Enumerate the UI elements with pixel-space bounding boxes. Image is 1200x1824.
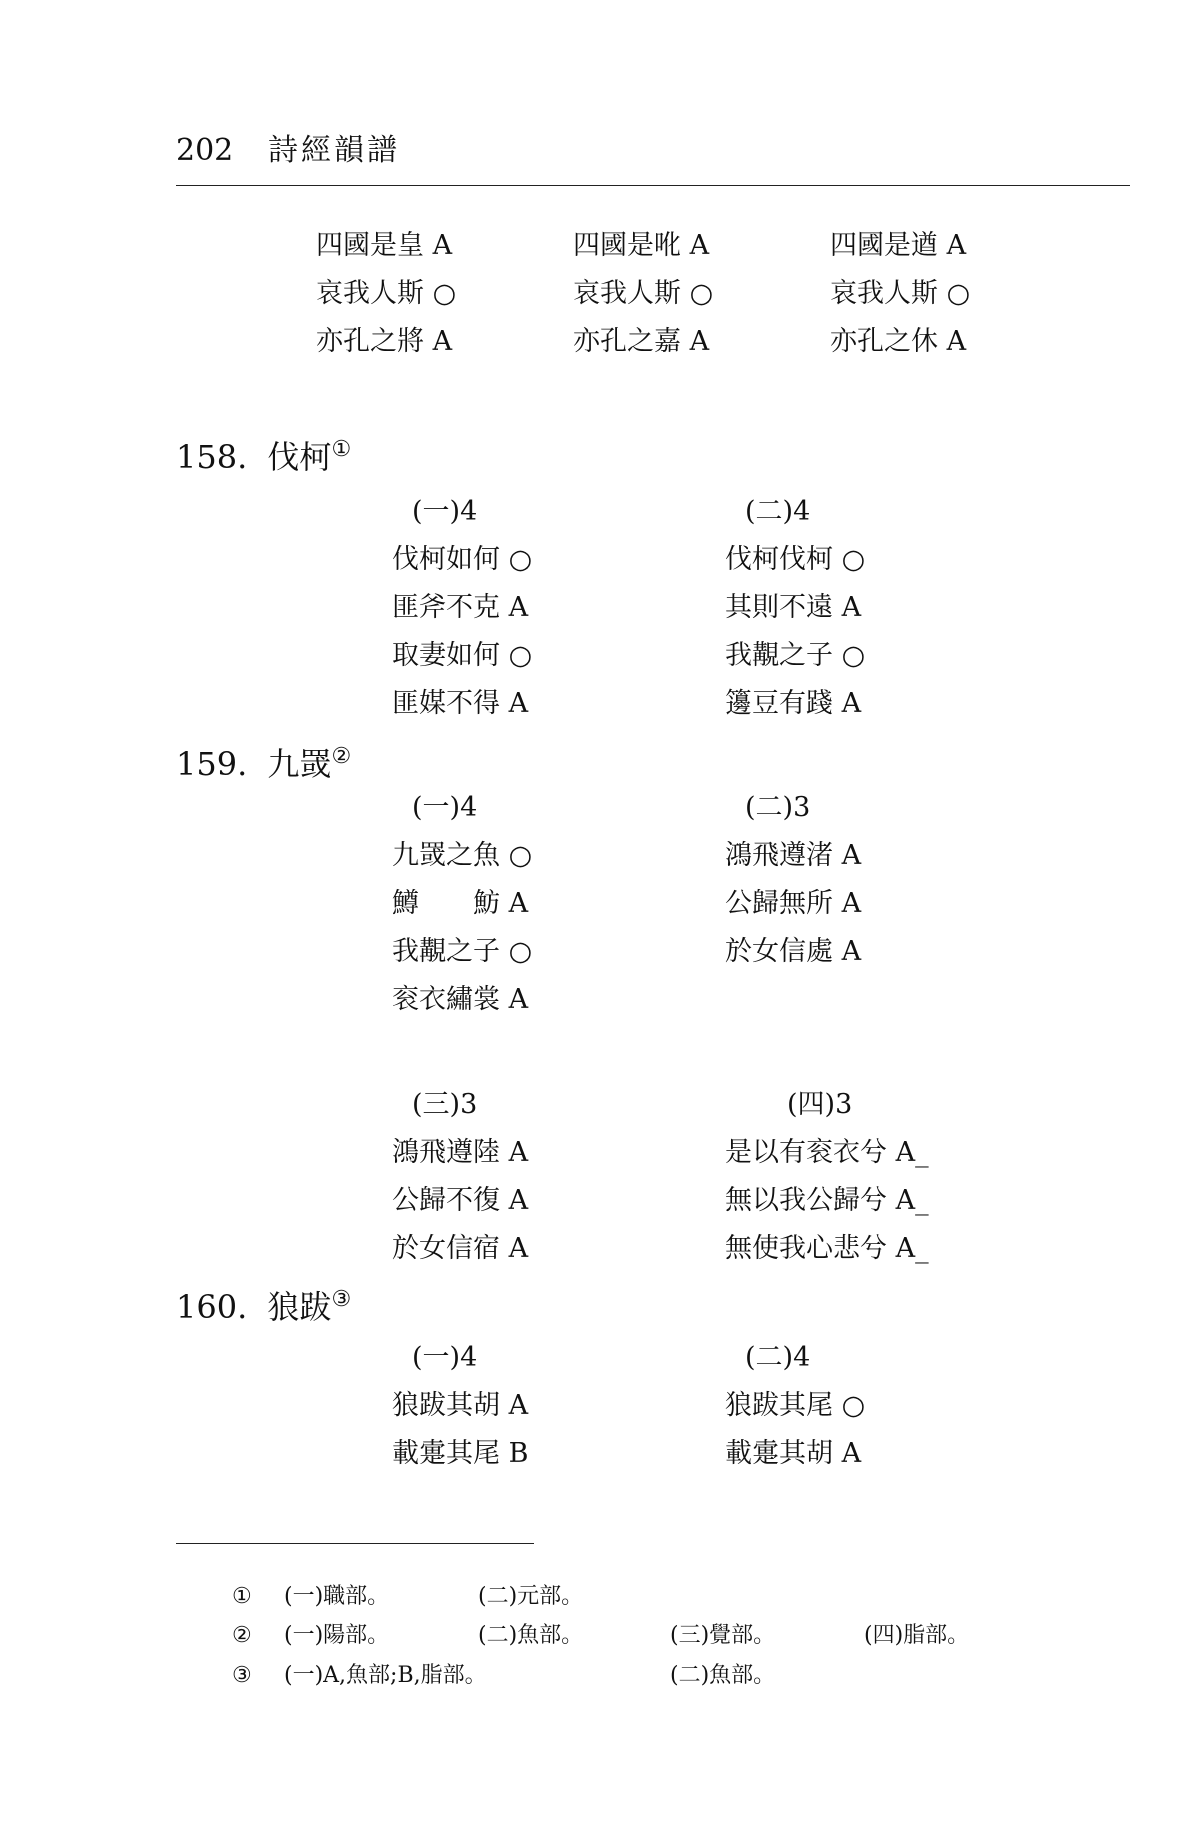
verse-line: 匪媒不得 A [392, 688, 529, 719]
stanza-head: (三)3 [412, 1089, 478, 1120]
poem-title-158 [176, 430, 351, 477]
verse-line: 籩豆有踐 A [725, 688, 862, 719]
footnote-mark: ① [232, 1584, 252, 1609]
stanza-head: (一)4 [412, 1342, 478, 1373]
footnote-2 [232, 1622, 252, 1650]
verse-line: 四國是吪 A [573, 230, 710, 261]
running-title: 詩經韻譜 [268, 133, 400, 168]
stanza-158-2 [725, 496, 865, 720]
header-rule [176, 185, 1130, 186]
verse-line: 狼跋其胡 A [392, 1390, 529, 1421]
verse-line: 九罭之魚 ○ [392, 840, 533, 871]
verse-line: 於女信宿 A [392, 1233, 529, 1264]
stanza-160-1 [392, 1342, 528, 1470]
stanza-158-1 [392, 496, 532, 720]
footnote-mark: ② [331, 744, 352, 769]
stanza-head: (一)4 [412, 496, 478, 527]
continuation-stanza-2 [573, 230, 713, 358]
verse-line: 哀我人斯 ○ [573, 278, 714, 309]
verse-line: 無以我公歸兮 A_ [725, 1185, 929, 1216]
verse-line: 四國是遒 A [830, 230, 967, 261]
stanza-160-2 [725, 1342, 865, 1470]
verse-line: 鱒 魴 A [392, 888, 529, 919]
verse-line: 哀我人斯 ○ [316, 278, 457, 309]
verse-line: 是以有衮衣兮 A_ [725, 1137, 929, 1168]
footnote-2-item: (三)覺部。 [670, 1623, 776, 1648]
stanza-159-4 [725, 1089, 929, 1265]
poem-title-160 [176, 1280, 351, 1327]
verse-line: 載疐其尾 B [392, 1438, 529, 1469]
footnote-3-item: (二)魚部。 [670, 1663, 776, 1688]
verse-line: 鴻飛遵陸 A [392, 1137, 529, 1168]
verse-line: 公歸不復 A [392, 1185, 529, 1216]
footnote-1 [232, 1583, 252, 1611]
footnote-mark: ② [232, 1623, 252, 1648]
stanza-head: (二)3 [745, 792, 811, 823]
verse-line: 載疐其胡 A [725, 1438, 862, 1469]
verse-line: 匪斧不克 A [392, 592, 529, 623]
verse-line: 鴻飛遵渚 A [725, 840, 862, 871]
verse-line: 亦孔之休 A [830, 326, 967, 357]
stanza-head: (四)3 [787, 1089, 853, 1120]
stanza-159-1 [392, 792, 532, 1016]
stanza-head: (二)4 [745, 496, 811, 527]
footnote-3 [232, 1662, 252, 1690]
verse-line: 狼跋其尾 ○ [725, 1390, 866, 1421]
poem-title-159 [176, 737, 351, 784]
poem-name: 伐柯 [267, 438, 332, 476]
verse-line: 四國是皇 A [316, 230, 453, 261]
verse-line: 我覯之子 ○ [725, 640, 866, 671]
footnote-rule [176, 1543, 534, 1544]
verse-line: 於女信處 A [725, 936, 862, 967]
poem-number: 159. [176, 745, 248, 783]
verse-line: 亦孔之將 A [316, 326, 453, 357]
stanza-159-2 [725, 792, 861, 968]
page-number: 202 [176, 133, 234, 168]
verse-line: 伐柯伐柯 ○ [725, 544, 866, 575]
stanza-159-3 [392, 1089, 528, 1265]
footnote-2-item: (一)陽部。 [284, 1623, 390, 1648]
stanza-head: (一)4 [412, 792, 478, 823]
verse-line: 哀我人斯 ○ [830, 278, 971, 309]
footnote-2-item: (四)脂部。 [864, 1623, 970, 1648]
verse-line: 其則不遠 A [725, 592, 862, 623]
footnote-1-item: (二)元部。 [478, 1584, 584, 1609]
stanza-head: (二)4 [745, 1342, 811, 1373]
footnote-1-item: (一)職部。 [284, 1584, 390, 1609]
verse-line: 我覯之子 ○ [392, 936, 533, 967]
footnote-mark: ① [331, 437, 352, 462]
footnote-2-item: (二)魚部。 [478, 1623, 584, 1648]
poem-number: 160. [176, 1288, 248, 1326]
verse-line: 公歸無所 A [725, 888, 862, 919]
verse-line: 取妻如何 ○ [392, 640, 533, 671]
continuation-stanza-1 [316, 230, 456, 358]
poem-number: 158. [176, 438, 248, 476]
verse-line: 無使我心悲兮 A_ [725, 1233, 929, 1264]
verse-line: 衮衣繡裳 A [392, 984, 529, 1015]
poem-name: 狼跋 [267, 1288, 332, 1326]
footnote-mark: ③ [331, 1287, 352, 1312]
verse-line: 亦孔之嘉 A [573, 326, 710, 357]
footnote-mark: ③ [232, 1663, 252, 1688]
poem-name: 九罭 [267, 745, 332, 783]
verse-line: 伐柯如何 ○ [392, 544, 533, 575]
footnote-3-item: (一)A,魚部;B,脂部。 [284, 1663, 487, 1688]
continuation-stanza-3 [830, 230, 970, 358]
